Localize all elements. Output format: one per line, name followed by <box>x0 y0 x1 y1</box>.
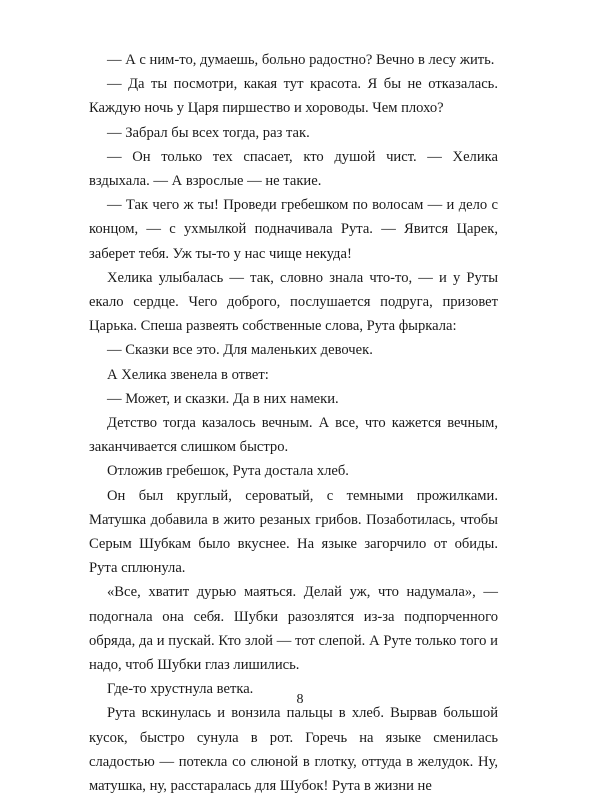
paragraph: — Может, и сказки. Да в них намеки. <box>107 390 339 407</box>
paragraph: Рута вскинулась и вонзила пальцы в хлеб. Вырвав большой кусок, быстро сунула в рот. Горечь на языке сменилась сладостью — потекла со слюной в глотку, оттуда в желудок. Ну, матушка, ну, расстаралась для Шубок! Рута в жизни не <box>89 705 498 795</box>
paragraph: — Забрал бы всех тогда, раз так. <box>107 124 310 141</box>
paragraph: Детство тогда казалось вечным. А все, что кажется вечным, заканчивается слишком быстро. <box>89 415 498 456</box>
paragraph: Где-то хрустнула ветка. <box>107 681 254 698</box>
paragraph: А Хелика звенела в ответ: <box>107 366 269 383</box>
paragraph: «Все, хватит дурью маяться. Делай уж, что надумала», — подогнала она себя. Шубки разозлятся из-за подпорченного обряда, да и пускай. Кто злой — тот слепой. А Руте только того и надо, чтоб Шубки глаз лишились. <box>89 584 498 674</box>
paragraph: — Да ты посмотри, какая тут красота. Я бы не отказалась. Каждую ночь у Царя пиршество и хороводы. Чем плохо? <box>89 76 498 117</box>
paragraph: — Так чего ж ты! Проведи гребешком по волосам — и дело с концом, — с ухмылкой подначивала Рута. — Явится Царек, заберет тебя. Уж ты-то у нас чище некуда! <box>89 197 498 262</box>
paragraph: Хелика улыбалась — так, словно знала что-то, — и у Руты екало сердце. Чего доброго, послушается подруга, призовет Царька. Спеша развеять собственные слова, Рута фыркала: <box>89 269 498 335</box>
paragraph: — Сказки все это. Для маленьких девочек. <box>107 342 373 359</box>
body-text <box>89 48 498 798</box>
paragraph: — А с ним-то, думаешь, больно радостно? Вечно в лесу жить. <box>107 52 495 68</box>
paragraph: Отложив гребешок, Рута достала хлеб. <box>107 463 349 480</box>
page-number: 8 <box>296 692 304 707</box>
paragraph: Он был круглый, сероватый, с темными прожилками. Матушка добавила в жито резаных грибов. Позаботилась, чтобы Серым Шубкам было вкуснее. На языке загорчило от обиды. Рута сплюнула. <box>89 487 498 577</box>
paragraph: — Он только тех спасает, кто душой чист. — Хелика вздыхала. — А взрослые — не такие. <box>89 148 498 190</box>
